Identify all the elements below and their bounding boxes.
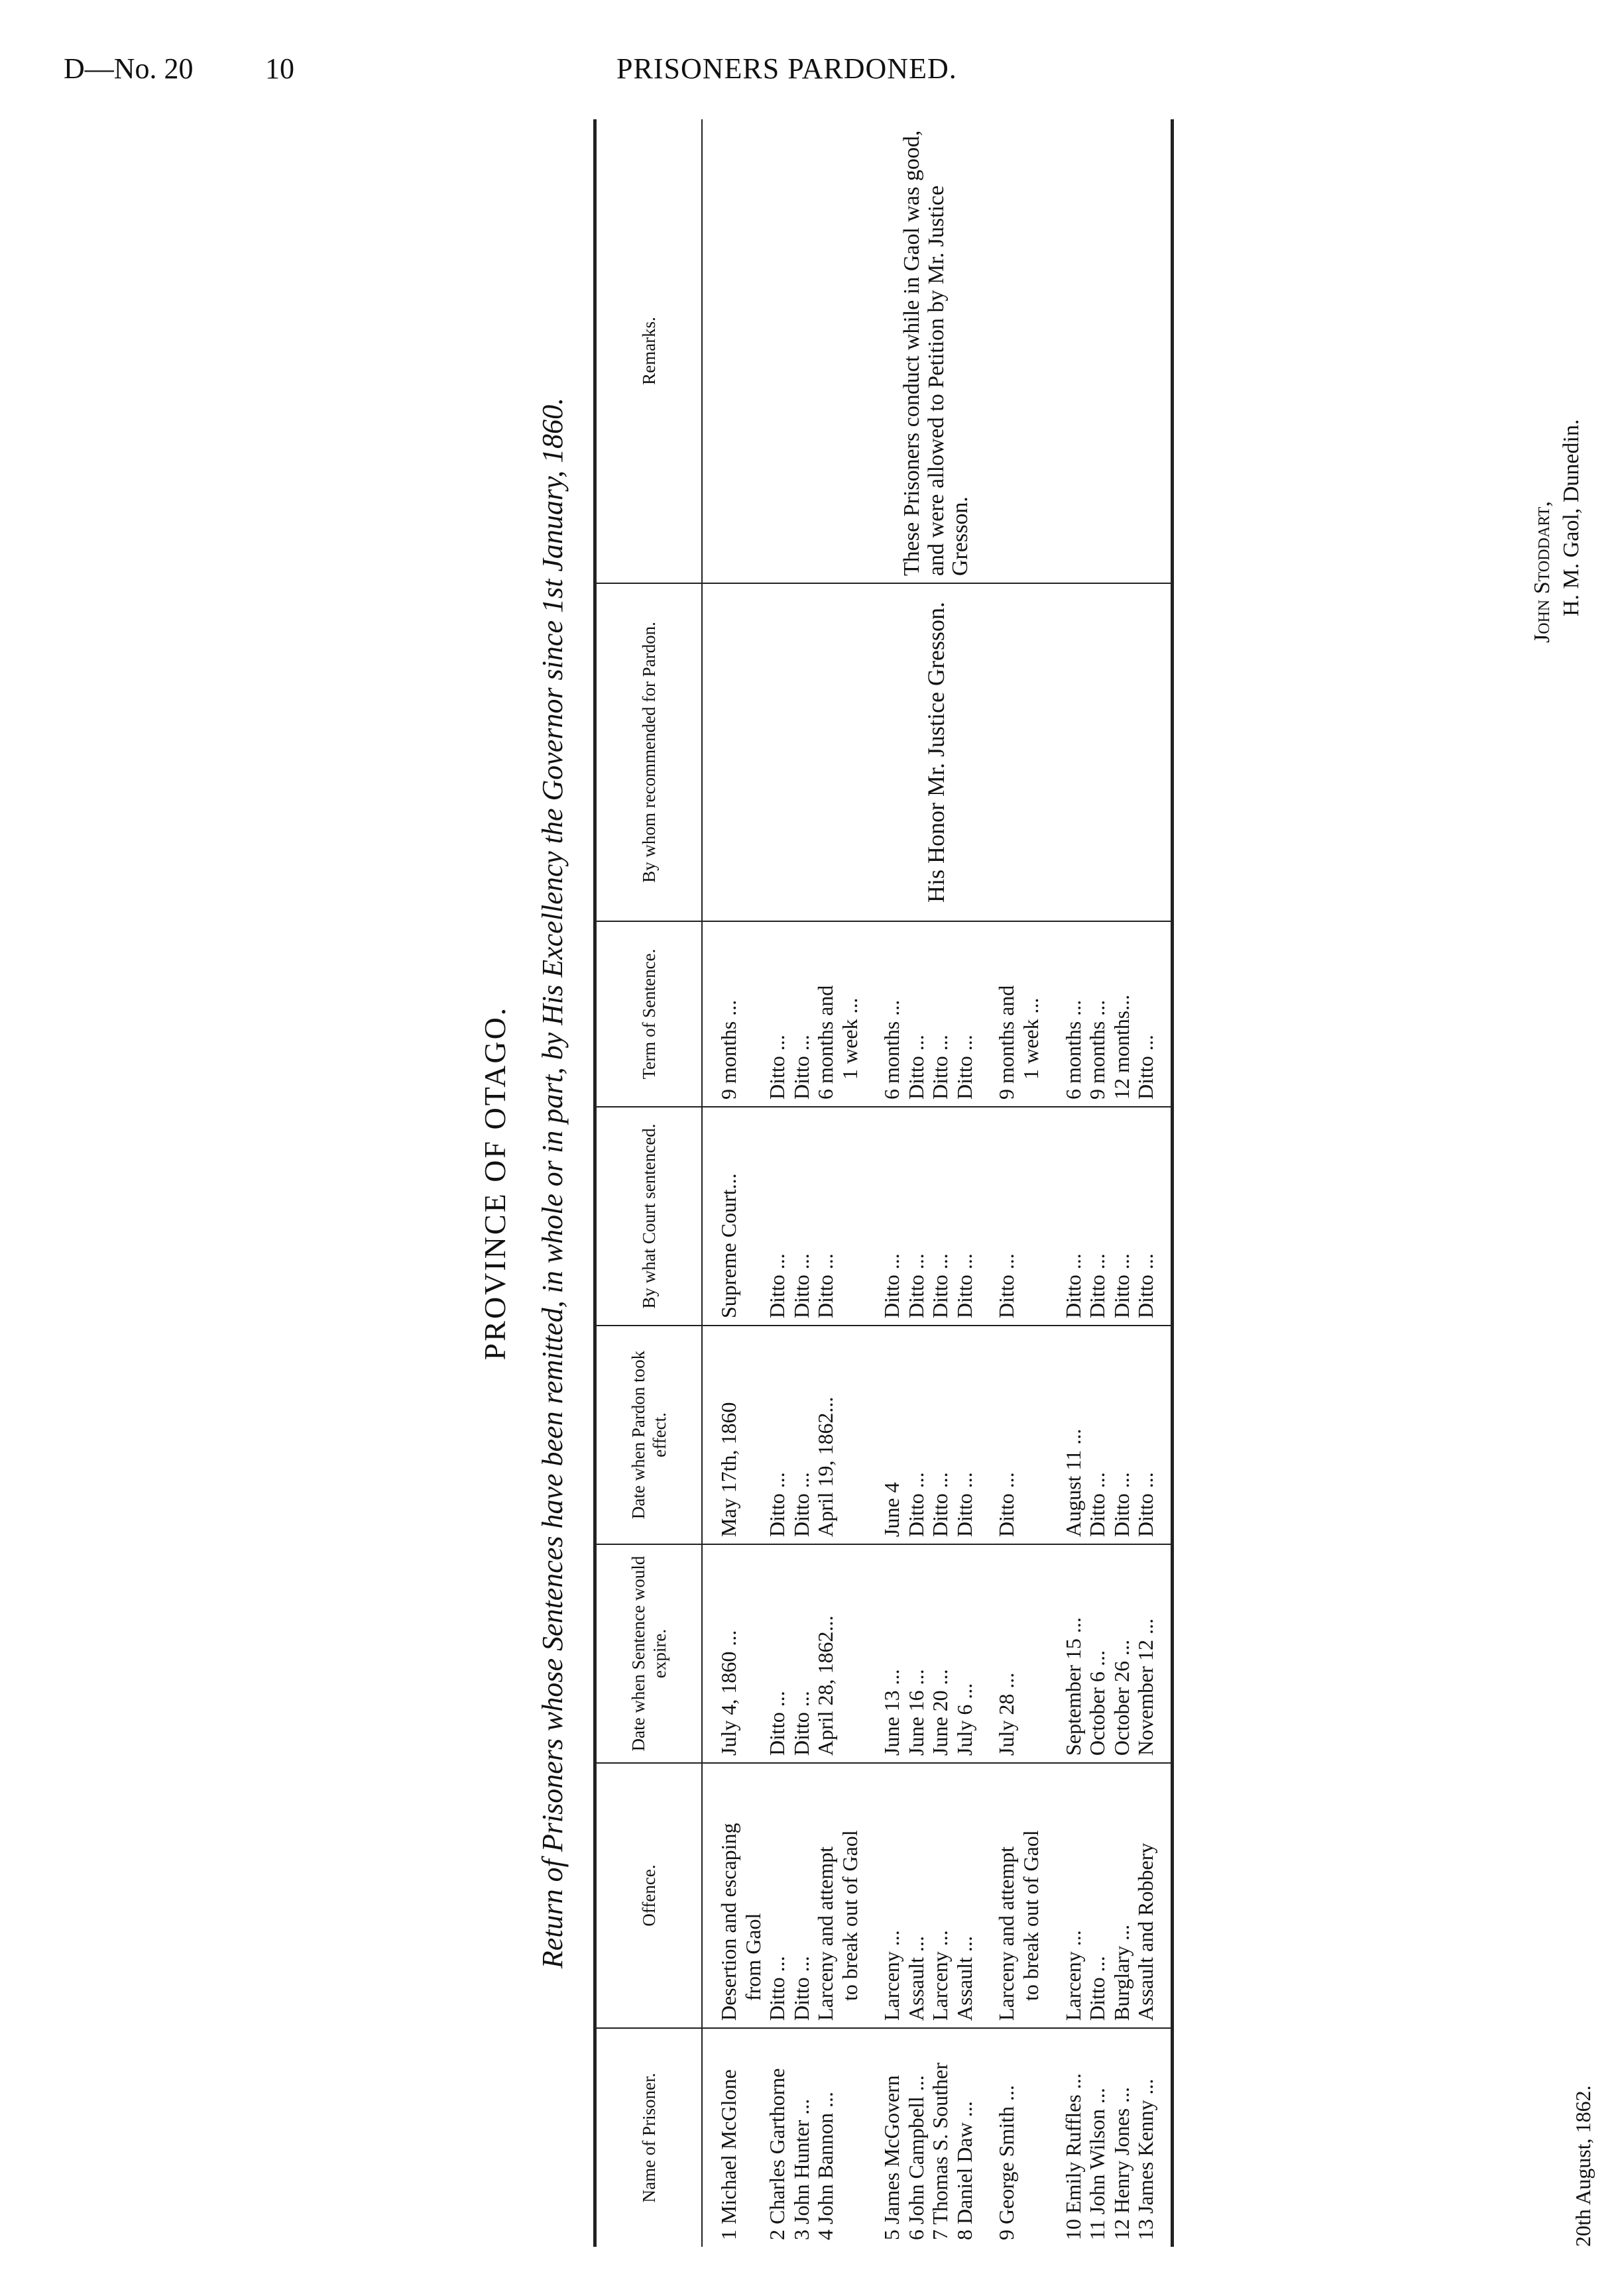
- cell-term: Ditto ...: [765, 921, 789, 1107]
- cell-expire: [741, 1544, 766, 1763]
- cell-pardon: [741, 1326, 766, 1544]
- cell-pardon: Ditto ...: [1133, 1326, 1172, 1544]
- cell-court: Ditto ...: [1110, 1107, 1134, 1326]
- cell-offence: to break out of Gaol: [1019, 1763, 1043, 2028]
- cell-term: 6 months ...: [862, 921, 904, 1107]
- cell-term: [741, 921, 766, 1107]
- table-header: [595, 119, 703, 2247]
- return-date: 20th August, 1862.: [1571, 2085, 1595, 2247]
- cell-pardon: Ditto ...: [1085, 1326, 1110, 1544]
- cell-court: Ditto ...: [862, 1107, 904, 1326]
- cell-expire: July 4, 1860 ...: [702, 1544, 741, 1763]
- cell-term: 9 months and: [976, 921, 1019, 1107]
- cell-court: Ditto ...: [789, 1107, 814, 1326]
- cell-offence: Larceny and attempt: [813, 1763, 838, 2028]
- cell-name: 10 Emily Ruffles ...: [1061, 2073, 1085, 2240]
- signatory-title: H. M. Gaol, Dunedin.: [1559, 419, 1584, 616]
- cell-pardon: Ditto ...: [928, 1326, 953, 1544]
- cell-offence: Larceny ...: [928, 1763, 953, 2028]
- cell-expire: [838, 1544, 862, 1763]
- cell-term: 12 months...: [1110, 921, 1134, 1107]
- cell-name: 13 James Kenny ...: [1133, 2078, 1158, 2240]
- col-remarks: Remarks.: [595, 119, 703, 583]
- col-term: Term of Sentence.: [595, 921, 703, 1107]
- cell-offence: Desertion and escaping: [702, 1763, 741, 2028]
- col-name: Name of Prisoner.: [595, 2028, 703, 2247]
- cell-pardon: Ditto ...: [765, 1326, 789, 1544]
- cell-term: Ditto ...: [1133, 921, 1172, 1107]
- cell-offence: Ditto ...: [1085, 1763, 1110, 2028]
- cell-term: 6 months ...: [1043, 921, 1086, 1107]
- cell-expire: October 26 ...: [1110, 1544, 1134, 1763]
- cell-expire: July 6 ...: [953, 1544, 977, 1763]
- cell-expire: April 28, 1862...: [813, 1544, 838, 1763]
- cell-offence: Assault and Robbery: [1133, 1763, 1172, 2028]
- cell-pardon: [838, 1326, 862, 1544]
- cell-expire: June 20 ...: [928, 1544, 953, 1763]
- cell-pardon: Ditto ...: [904, 1326, 929, 1544]
- rotated-return: [457, 119, 1624, 2247]
- cell-pardon: August 11 ...: [1043, 1326, 1086, 1544]
- cell-name: 3 John Hunter ...: [789, 2098, 813, 2240]
- cell-term: 1 week ...: [1019, 921, 1043, 1107]
- cell-offence: Ditto ...: [765, 1763, 789, 2028]
- cell-term: Ditto ...: [904, 921, 929, 1107]
- col-court: By what Court sentenced.: [595, 1107, 703, 1326]
- cell-court: Ditto ...: [1043, 1107, 1086, 1326]
- document-reference: D—No. 20: [64, 52, 194, 85]
- cell-court: Ditto ...: [765, 1107, 789, 1326]
- cell-court: [741, 1107, 766, 1326]
- cell-pardon: May 17th, 1860: [702, 1326, 741, 1544]
- cell-pardon: Ditto ...: [953, 1326, 977, 1544]
- cell-offence: from Gaol: [741, 1763, 766, 2028]
- col-recommended: By whom recommended for Pardon.: [595, 583, 703, 921]
- cell-name: 8 Daniel Daw ...: [952, 2101, 976, 2240]
- cell-name: 7 Thomas S. Souther: [928, 2063, 953, 2240]
- cell-name: [741, 2028, 766, 2247]
- recommended-by: His Honor Mr. Justice Gresson.: [702, 583, 1172, 921]
- cell-offence: Larceny ...: [862, 1763, 904, 2028]
- return-subtitle: Return of Prisoners whose Sentences have been remitted, in whole or in part, by His Excellency the Governor since 1st January, 1860.: [536, 397, 569, 1969]
- cell-court: Ditto ...: [953, 1107, 977, 1326]
- cell-term: Ditto ...: [928, 921, 953, 1107]
- cell-court: [838, 1107, 862, 1326]
- cell-name: 5 James McGovern: [880, 2075, 904, 2240]
- page-number: 10: [265, 52, 294, 85]
- remarks-text: These Prisoners conduct while in Gaol was good, and were allowed to Petition by Mr. Justice Gresson.: [702, 119, 1172, 583]
- cell-offence: Larceny ...: [1043, 1763, 1086, 2028]
- signature-block: [1528, 420, 1586, 643]
- col-pardon: Date when Pardon took effect.: [595, 1326, 703, 1544]
- cell-court: Ditto ...: [1133, 1107, 1172, 1326]
- cell-expire: Ditto ...: [789, 1544, 814, 1763]
- cell-term: Ditto ...: [789, 921, 814, 1107]
- cell-offence: Assault ...: [953, 1763, 977, 2028]
- cell-name: 1 Michael McGlone: [717, 2069, 740, 2240]
- cell-term: Ditto ...: [953, 921, 977, 1107]
- cell-term: 1 week ...: [838, 921, 862, 1107]
- cell-expire: Ditto ...: [765, 1544, 789, 1763]
- cell-pardon: Ditto ...: [976, 1326, 1019, 1544]
- cell-name: [1019, 2028, 1043, 2247]
- cell-term: 9 months ...: [702, 921, 741, 1107]
- cell-offence: Burglary ...: [1110, 1763, 1134, 2028]
- cell-offence: Ditto ...: [789, 1763, 814, 2028]
- cell-term: 6 months and: [813, 921, 838, 1107]
- cell-court: Ditto ...: [1085, 1107, 1110, 1326]
- cell-pardon: Ditto ...: [1110, 1326, 1134, 1544]
- cell-expire: June 13 ...: [862, 1544, 904, 1763]
- cell-court: Ditto ...: [976, 1107, 1019, 1326]
- cell-expire: June 16 ...: [904, 1544, 929, 1763]
- province-heading: PROVINCE OF OTAGO.: [478, 1005, 512, 1361]
- signatory-name: John Stoddart,: [1530, 501, 1554, 643]
- cell-pardon: Ditto ...: [789, 1326, 814, 1544]
- cell-offence: Larceny and attempt: [976, 1763, 1019, 2028]
- cell-name: 9 George Smith ...: [994, 2084, 1019, 2240]
- cell-expire: [1019, 1544, 1043, 1763]
- col-expire: Date when Sentence would expire.: [595, 1544, 703, 1763]
- cell-pardon: April 19, 1862...: [813, 1326, 838, 1544]
- cell-expire: July 28 ...: [976, 1544, 1019, 1763]
- cell-name: 6 John Campbell ...: [903, 2075, 928, 2240]
- cell-pardon: June 4: [862, 1326, 904, 1544]
- prisoners-table: [593, 119, 1174, 2247]
- col-offence: Offence.: [595, 1763, 703, 2028]
- cell-expire: September 15 ...: [1043, 1544, 1086, 1763]
- cell-expire: October 6 ...: [1085, 1544, 1110, 1763]
- cell-name: 2 Charles Garthorne: [765, 2068, 789, 2240]
- cell-offence: Assault ...: [904, 1763, 929, 2028]
- table-row: [702, 119, 741, 2247]
- cell-offence: to break out of Gaol: [838, 1763, 862, 2028]
- cell-name: 4 John Bannon ...: [813, 2092, 838, 2240]
- cell-court: [1019, 1107, 1043, 1326]
- cell-expire: November 12 ...: [1133, 1544, 1172, 1763]
- cell-court: Supreme Court...: [702, 1107, 741, 1326]
- page-title: PRISONERS PARDONED.: [616, 52, 957, 85]
- cell-name: [838, 2028, 862, 2247]
- cell-pardon: [1019, 1326, 1043, 1544]
- cell-name: 12 Henry Jones ...: [1109, 2086, 1133, 2240]
- cell-court: Ditto ...: [904, 1107, 929, 1326]
- cell-court: Ditto ...: [813, 1107, 838, 1326]
- cell-term: 9 months ...: [1085, 921, 1110, 1107]
- cell-name: 11 John Wilson ...: [1085, 2088, 1110, 2240]
- cell-court: Ditto ...: [928, 1107, 953, 1326]
